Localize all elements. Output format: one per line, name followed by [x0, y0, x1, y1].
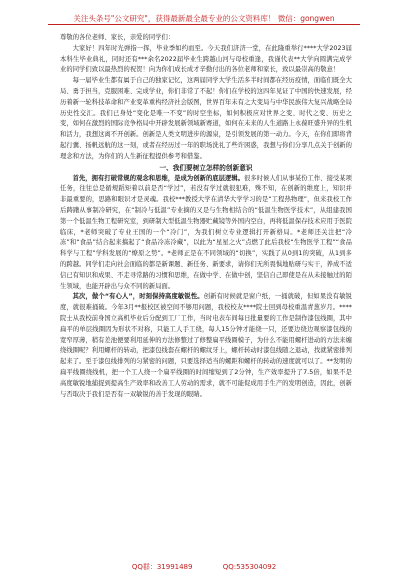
document-page — [0, 6, 408, 586]
section-heading: 一、我们要树立怎样的创新意识 — [159, 163, 253, 172]
header-banner — [0, 6, 408, 25]
point-paragraph — [60, 174, 352, 293]
footer-qq-contact: QQ:535304092 — [222, 563, 277, 571]
header-rule — [48, 24, 360, 25]
point-paragraph — [60, 292, 352, 400]
point-lead: 其次，做个“有心人”，时刻保持高度敏锐性。 — [72, 293, 204, 301]
banner-text: 关注头条号"公文研究"，获得最新最全最专业的公文资料库！ 微信：gongwen — [73, 14, 335, 23]
paragraph: 大家好！四年时光弹指一挥，毕业季如约而至。今天我们济济一堂，在此隆重举行****大学2023届本科生毕业典礼，同时还有***余名2022届毕业生跨越山河与母校重逢，我谨代表**大学向圆满完成学业的同学们致以最热烈的祝贺！向为你们成长成才辛勤付出的各位老师和家长，致以最崇高的敬意！ — [60, 44, 352, 74]
point-text: 很多时候人们从事某份工作、接受某项任务，往往总是循规蹈矩着以前是否“学过”，若没有学过就很犯难，殊不知，在创新的维度上，知识并非最重要的，思路和眼识才是灵魂。我校***教授大学在清华大学学习的是“工程热物理”，但来我校工作后踌躇从事制冷研究，在“制冷与低温”专业摘的又是与生物相结合的“低温生物医学技术”，从组建我国第一个低温生物工程研究室，到研制大型低温生物器贮藏镜等外国内空白，再将低温保存技术应用于医院临床，*老师突破了专业王国的一个“冷门”，为我们树立专业逻辑打开新格局。*老师还关注把“冷冻”和“食品”结合起来搞起了“食品冷冻冷藏”，以此为“星星之火”点燃了此后我校“生物医学工程”“食品科学与工程”学科发展的“燎原之势”。*老师正是在不同领域的“切换”，实践了从0到1的突破，从1到多的跨越。同学们走向社会面临的都是新课题、新任务、新要求，请你们无所畏惧地贴研与实干，养成不适信已有知识和成果、不走寻常路的习惯和思维，在做中学、在做中创，坚信自己即使是在从未接触过的陌生领域，也能开辟出与众不同的新局面。 — [60, 174, 352, 290]
document-body — [60, 33, 352, 400]
point-lead: 首先，拥有打破常规的观念和思维，是成为创新的底层逻辑。 — [72, 174, 245, 182]
greeting: 尊敬的各位老师、家长，亲爱的同学们： — [60, 34, 175, 41]
paragraph: 每一届毕业生都有属于自己的独家记忆，这两届同学大学生活多半时间都在经历疫情，面临们既全大局、勇于担当，克服困难、完成学业，你们非常了不起！你们在学校的这四年见证了中国的快速发展，经历着新一轮科技革命和产业变革重构经济社会版图，世界百年未有之大变局与中华民族伟大复兴战略全局历史性交汇。我们已身处“变化是唯一不变”的时空坐标，如何积极应对世界之变、时代之变、历史之变，如何在激烈的国际竞争格局中开辟发展新领域新赛道，如何在未来的人生道路上永葆旺盛升异的生机和活力，我想这离不开创新。创新是人类文明进步的源泉，是引领发展的第一动力。今天，在你们即将背起行囊、扬帆远航的这一刻，或者在经历过一年的职场洗礼了些许困惑，我想与你们分享几点关于创新的理念和方法，为你们的人生新征程提供参考和借鉴。 — [60, 77, 352, 160]
footer — [0, 562, 408, 572]
point-text: 创新有时候就是窗户纸，一捅就破，但如果没有敏锐度，就很难捅破。今年3月**报校区被空间不够用问题，我校校友****院士回到母校重温青葱岁月。****院士从我校前身国立高机毕业后分配到工厂工作，当时电表车间每日批量要的工作是制作漆包线圈，其中扁平的单层线圈因为形状不对称，只能工人手工绕，每人15分钟才能绕一只，还要边绕边观察漆包线的宽窄厚薄，稍有差池便要利用延伸的方法修整过了修整扁平线圈模子，为什么不能用螺杆进动的方法来缠绕线圈呢？利用螺杆的转动，把漆包线套在螺杆的螺纹牙上，螺杆转动时漆包线随之退动，找就紧密排列起来了。至于漆包线排列的匀紧密的问题，只要选择适当的螺距和螺杆的转动的速度就可以了。**发明的扁平线圈绕线机，把一个工人绕一个扁平线圈的时间缩短到了2分钟，生产效率提升了7.5倍，如果不是高度敏锐地捕捉到提高生产效率和改善工人劳动的需求，就不可能促成用手生产的发明创造，因此，创新与否取决于我们是否有一双敏锐的善于发现的眼睛。 — [60, 293, 353, 398]
footer-qq-group: QQ群：31991489 — [131, 563, 193, 571]
